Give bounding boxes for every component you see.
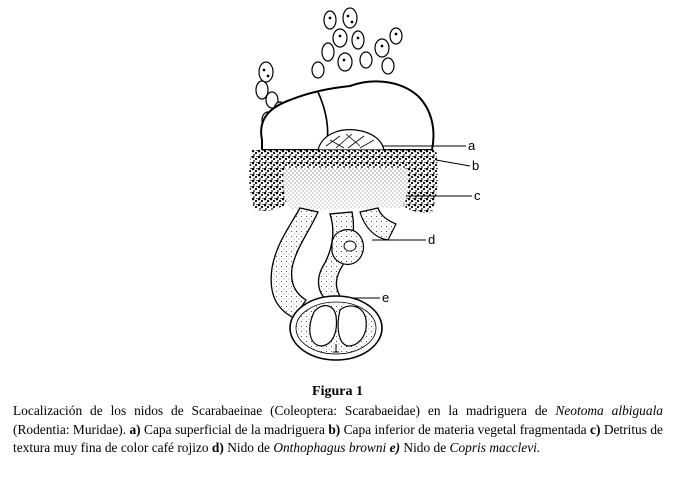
cactus-pad <box>375 39 389 57</box>
cactus-pad <box>390 28 402 44</box>
cactus-pad <box>333 29 347 47</box>
label-d: d <box>428 232 436 247</box>
figure-title: Figura 1 <box>312 384 363 399</box>
cactus-pad <box>382 58 394 74</box>
cactus-pad <box>312 62 324 78</box>
cactus-pad <box>360 52 372 68</box>
cactus-pad <box>338 53 352 71</box>
cactus-pad <box>259 62 273 82</box>
cactus-pad <box>343 8 357 28</box>
label-b: b <box>472 158 480 173</box>
label-e: e <box>382 290 390 305</box>
label-a: a <box>468 138 476 153</box>
figure-caption: Localización de los nidos de Scarabaeinae (Coleoptera: Scarabaeidae) en la madriguera de Neotoma albiguala (Rodentia: Muridae). a) Capa superficial de la madriguera b) Capa inferior de materia vegetal fragmentada c) Detritus de textura muy fina de color café rojizo d) Nido de Onthophagus browni e) Nido de Copris macclevi. <box>13 403 663 455</box>
brood-ball <box>310 306 337 346</box>
cactus-pad <box>324 11 336 29</box>
cactus-pad <box>352 31 364 49</box>
label-c: c <box>474 188 481 203</box>
cactus-pad <box>322 43 334 61</box>
